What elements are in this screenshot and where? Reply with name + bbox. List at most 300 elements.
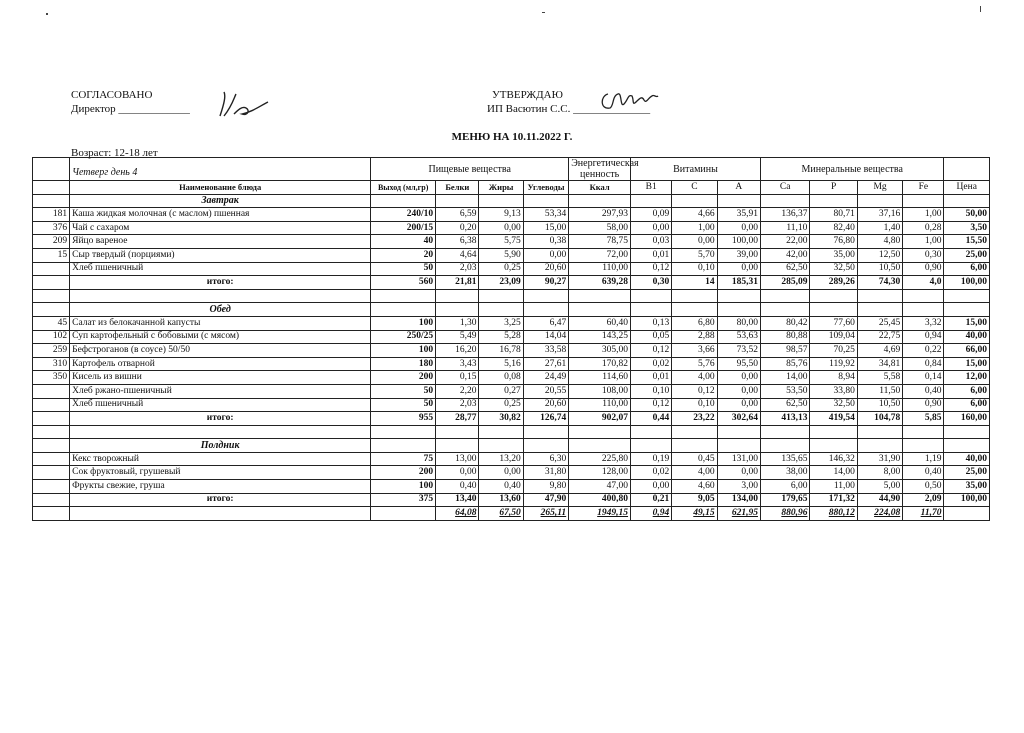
carbs-header: Углеводы — [523, 181, 568, 195]
spacer-row — [33, 289, 990, 303]
cell-price: 40,00 — [944, 452, 990, 466]
table-row — [33, 248, 990, 262]
dish-name: Хлеб пшеничный — [70, 262, 371, 276]
cell-p: 146,32 — [810, 452, 857, 466]
total-b1: 0,30 — [631, 276, 672, 290]
total-ca: 179,65 — [760, 493, 809, 507]
p-header: P — [810, 181, 857, 195]
cell-zh: 0,27 — [479, 384, 523, 398]
empty-cell — [857, 303, 902, 317]
section-total-row — [33, 276, 990, 290]
cell-u: 20,60 — [523, 262, 568, 276]
empty-cell — [479, 425, 523, 439]
cell-kcal: 47,00 — [569, 480, 631, 494]
cell-c: 5,70 — [672, 248, 717, 262]
cell-u: 0,38 — [523, 235, 568, 249]
cell-a: 3,00 — [717, 480, 760, 494]
cell-mg: 11,50 — [857, 384, 902, 398]
total-b: 28,77 — [436, 412, 479, 426]
cell-kcal: 110,00 — [569, 398, 631, 412]
cell-kcal: 143,25 — [569, 330, 631, 344]
empty-cell — [371, 507, 436, 521]
cell-b1: 0,09 — [631, 208, 672, 222]
cell-zh: 0,25 — [479, 398, 523, 412]
dish-output: 75 — [371, 452, 436, 466]
cell-u: 14,04 — [523, 330, 568, 344]
cell-price: 15,50 — [944, 235, 990, 249]
cell-b: 2,03 — [436, 262, 479, 276]
dish-code: 15 — [33, 248, 70, 262]
cell-u: 27,61 — [523, 357, 568, 371]
grand-total-b: 64,08 — [436, 507, 479, 521]
table-row — [33, 221, 990, 235]
scan-speck — [980, 6, 981, 12]
cell-b1: 0,10 — [631, 384, 672, 398]
empty-cell — [371, 303, 436, 317]
total-label: итого: — [70, 493, 371, 507]
cell-fe: 0,90 — [903, 398, 944, 412]
cell-u: 20,55 — [523, 384, 568, 398]
day-spacer — [33, 158, 70, 181]
cell-p: 80,71 — [810, 208, 857, 222]
cell-fe: 1,19 — [903, 452, 944, 466]
approval-left-role: Директор _____________ — [71, 103, 190, 115]
section-name: Обед — [70, 303, 371, 317]
scan-speck — [46, 13, 48, 15]
dish-code — [33, 452, 70, 466]
dish-code — [33, 480, 70, 494]
b1-header: B1 — [631, 181, 672, 195]
dish-output: 40 — [371, 235, 436, 249]
cell-b1: 0,00 — [631, 221, 672, 235]
cell-price: 6,00 — [944, 384, 990, 398]
empty-cell — [70, 425, 371, 439]
empty-cell — [717, 194, 760, 208]
code-cell — [33, 507, 70, 521]
cell-p: 14,00 — [810, 466, 857, 480]
cell-b1: 0,19 — [631, 452, 672, 466]
cell-fe: 1,00 — [903, 235, 944, 249]
dish-name: Хлеб ржано-пшеничный — [70, 384, 371, 398]
cell-ca: 62,50 — [760, 262, 809, 276]
total-c: 14 — [672, 276, 717, 290]
cell-c: 2,88 — [672, 330, 717, 344]
section-name: Полдник — [70, 439, 371, 453]
grand-total-b1: 0,94 — [631, 507, 672, 521]
mg-header: Mg — [857, 181, 902, 195]
cell-fe: 0,94 — [903, 330, 944, 344]
a-header: A — [717, 181, 760, 195]
cell-c: 6,80 — [672, 316, 717, 330]
cell-b: 4,64 — [436, 248, 479, 262]
minerals-header: Минеральные вещества — [760, 158, 944, 181]
cell-fe: 0,14 — [903, 371, 944, 385]
cell-fe: 0,84 — [903, 357, 944, 371]
cell-c: 4,66 — [672, 208, 717, 222]
approval-right-title: УТВЕРЖДАЮ — [492, 89, 563, 101]
empty-cell — [903, 303, 944, 317]
total-fe: 5,85 — [903, 412, 944, 426]
cell-c: 0,00 — [672, 235, 717, 249]
table-row — [33, 316, 990, 330]
cell-zh: 0,08 — [479, 371, 523, 385]
cell-b1: 0,02 — [631, 357, 672, 371]
cell-kcal: 297,93 — [569, 208, 631, 222]
empty-cell — [523, 425, 568, 439]
cell-c: 4,60 — [672, 480, 717, 494]
total-output: 955 — [371, 412, 436, 426]
c-header: C — [672, 181, 717, 195]
empty-cell — [569, 194, 631, 208]
total-c: 9,05 — [672, 493, 717, 507]
cell-fe: 0,50 — [903, 480, 944, 494]
cell-zh: 9,13 — [479, 208, 523, 222]
empty-cell — [70, 289, 371, 303]
cell-zh: 3,25 — [479, 316, 523, 330]
total-kcal: 639,28 — [569, 276, 631, 290]
section-total-row — [33, 493, 990, 507]
dish-output: 250/25 — [371, 330, 436, 344]
cell-b: 3,43 — [436, 357, 479, 371]
empty-cell — [371, 194, 436, 208]
empty-cell — [857, 194, 902, 208]
code-cell — [33, 303, 70, 317]
cell-c: 5,76 — [672, 357, 717, 371]
total-c: 23,22 — [672, 412, 717, 426]
dish-code — [33, 262, 70, 276]
cell-kcal: 78,75 — [569, 235, 631, 249]
cell-ca: 80,88 — [760, 330, 809, 344]
cell-price: 35,00 — [944, 480, 990, 494]
cell-ca: 53,50 — [760, 384, 809, 398]
cell-mg: 12,50 — [857, 248, 902, 262]
cell-p: 109,04 — [810, 330, 857, 344]
empty-cell — [631, 303, 672, 317]
total-price: 100,00 — [944, 493, 990, 507]
total-u: 126,74 — [523, 412, 568, 426]
cell-fe: 0,22 — [903, 344, 944, 358]
cell-mg: 5,00 — [857, 480, 902, 494]
total-b: 13,40 — [436, 493, 479, 507]
cell-b: 5,49 — [436, 330, 479, 344]
spacer-row — [33, 425, 990, 439]
cell-a: 131,00 — [717, 452, 760, 466]
cell-mg: 1,40 — [857, 221, 902, 235]
proteins-header: Белки — [436, 181, 479, 195]
table-row — [33, 208, 990, 222]
ca-header: Ca — [760, 181, 809, 195]
cell-price: 15,00 — [944, 357, 990, 371]
grand-total-p: 880,12 — [810, 507, 857, 521]
cell-p: 35,00 — [810, 248, 857, 262]
empty-cell — [903, 439, 944, 453]
total-a: 185,31 — [717, 276, 760, 290]
cell-a: 95,50 — [717, 357, 760, 371]
empty-cell — [944, 289, 990, 303]
empty-cell — [760, 194, 809, 208]
dish-output: 50 — [371, 384, 436, 398]
cell-p: 32,50 — [810, 398, 857, 412]
empty-cell — [672, 289, 717, 303]
cell-a: 0,00 — [717, 262, 760, 276]
dish-name: Чай с сахаром — [70, 221, 371, 235]
total-ca: 413,13 — [760, 412, 809, 426]
cell-kcal: 114,60 — [569, 371, 631, 385]
cell-price: 6,00 — [944, 262, 990, 276]
empty-cell — [436, 303, 479, 317]
cell-c: 4,00 — [672, 466, 717, 480]
empty-cell — [631, 425, 672, 439]
empty-cell — [33, 425, 70, 439]
empty-cell — [479, 439, 523, 453]
empty-cell — [944, 194, 990, 208]
table-row — [33, 262, 990, 276]
empty-cell — [479, 289, 523, 303]
cell-ca: 80,42 — [760, 316, 809, 330]
dish-output: 240/10 — [371, 208, 436, 222]
cell-b1: 0,00 — [631, 480, 672, 494]
cell-price: 25,00 — [944, 466, 990, 480]
dish-code: 102 — [33, 330, 70, 344]
cell-zh: 16,78 — [479, 344, 523, 358]
grand-total-fe: 11,70 — [903, 507, 944, 521]
empty-cell — [371, 439, 436, 453]
empty-cell — [944, 303, 990, 317]
section-row — [33, 303, 990, 317]
code-cell — [33, 439, 70, 453]
cell-b: 2,20 — [436, 384, 479, 398]
dish-name: Кекс творожный — [70, 452, 371, 466]
total-ca: 285,09 — [760, 276, 809, 290]
cell-u: 33,58 — [523, 344, 568, 358]
grand-total-a: 621,95 — [717, 507, 760, 521]
empty-cell — [70, 507, 371, 521]
cell-fe: 0,40 — [903, 384, 944, 398]
cell-fe: 1,00 — [903, 208, 944, 222]
code-header — [33, 181, 70, 195]
total-zh: 23,09 — [479, 276, 523, 290]
cell-mg: 37,16 — [857, 208, 902, 222]
dish-name: Салат из белокачанной капусты — [70, 316, 371, 330]
dish-name: Сыр твердый (порциями) — [70, 248, 371, 262]
empty-cell — [371, 425, 436, 439]
table-row — [33, 357, 990, 371]
empty-cell — [944, 507, 990, 521]
total-fe: 2,09 — [903, 493, 944, 507]
cell-c: 3,66 — [672, 344, 717, 358]
cell-c: 1,00 — [672, 221, 717, 235]
empty-cell — [672, 439, 717, 453]
cell-c: 0,12 — [672, 384, 717, 398]
code-cell — [33, 412, 70, 426]
cell-mg: 4,69 — [857, 344, 902, 358]
cell-c: 4,00 — [672, 371, 717, 385]
grand-total-zh: 67,50 — [479, 507, 523, 521]
cell-price: 25,00 — [944, 248, 990, 262]
total-mg: 74,30 — [857, 276, 902, 290]
total-output: 375 — [371, 493, 436, 507]
empty-cell — [631, 439, 672, 453]
empty-cell — [717, 425, 760, 439]
cell-u: 20,60 — [523, 398, 568, 412]
dish-code: 45 — [33, 316, 70, 330]
cell-c: 0,10 — [672, 398, 717, 412]
cell-a: 35,91 — [717, 208, 760, 222]
table-row — [33, 371, 990, 385]
total-mg: 44,90 — [857, 493, 902, 507]
cell-zh: 13,20 — [479, 452, 523, 466]
cell-c: 0,10 — [672, 262, 717, 276]
grand-total-row — [33, 507, 990, 521]
cell-u: 6,30 — [523, 452, 568, 466]
total-zh: 13,60 — [479, 493, 523, 507]
cell-ca: 6,00 — [760, 480, 809, 494]
empty-cell — [523, 303, 568, 317]
total-price: 100,00 — [944, 276, 990, 290]
cell-b: 2,03 — [436, 398, 479, 412]
director-signature — [212, 88, 272, 120]
empty-cell — [760, 289, 809, 303]
grand-total-mg: 224,08 — [857, 507, 902, 521]
cell-mg: 25,45 — [857, 316, 902, 330]
table-row — [33, 466, 990, 480]
cell-ca: 11,10 — [760, 221, 809, 235]
empty-cell — [857, 425, 902, 439]
empty-cell — [479, 194, 523, 208]
cell-b: 13,00 — [436, 452, 479, 466]
cell-b: 0,15 — [436, 371, 479, 385]
dish-output: 100 — [371, 480, 436, 494]
total-mg: 104,78 — [857, 412, 902, 426]
cell-kcal: 170,82 — [569, 357, 631, 371]
cell-ca: 14,00 — [760, 371, 809, 385]
dish-output: 50 — [371, 262, 436, 276]
cell-mg: 4,80 — [857, 235, 902, 249]
cell-kcal: 60,40 — [569, 316, 631, 330]
cell-u: 6,47 — [523, 316, 568, 330]
empty-cell — [436, 425, 479, 439]
dish-code — [33, 398, 70, 412]
section-name: Завтрак — [70, 194, 371, 208]
dish-output: 20 — [371, 248, 436, 262]
cell-a: 0,00 — [717, 371, 760, 385]
empty-cell — [672, 425, 717, 439]
total-fe: 4,0 — [903, 276, 944, 290]
empty-cell — [523, 439, 568, 453]
dish-name: Хлеб пшеничный — [70, 398, 371, 412]
cell-fe: 0,90 — [903, 262, 944, 276]
nutrients-header: Пищевые вещества — [371, 158, 569, 181]
empty-cell — [810, 439, 857, 453]
table-row — [33, 235, 990, 249]
total-output: 560 — [371, 276, 436, 290]
cell-b1: 0,02 — [631, 466, 672, 480]
cell-p: 77,60 — [810, 316, 857, 330]
table-row — [33, 452, 990, 466]
total-b: 21,81 — [436, 276, 479, 290]
empty-cell — [672, 194, 717, 208]
section-total-row — [33, 412, 990, 426]
empty-cell — [903, 194, 944, 208]
cell-zh: 5,75 — [479, 235, 523, 249]
total-a: 302,64 — [717, 412, 760, 426]
dish-name: Кисель из вишни — [70, 371, 371, 385]
dish-name: Каша жидкая молочная (с маслом) пшенная — [70, 208, 371, 222]
grand-total-u: 265,11 — [523, 507, 568, 521]
cell-b1: 0,01 — [631, 248, 672, 262]
dish-code: 209 — [33, 235, 70, 249]
cell-kcal: 110,00 — [569, 262, 631, 276]
total-kcal: 902,07 — [569, 412, 631, 426]
cell-a: 80,00 — [717, 316, 760, 330]
dish-name: Картофель отварной — [70, 357, 371, 371]
empty-cell — [810, 303, 857, 317]
cell-mg: 10,50 — [857, 398, 902, 412]
cell-a: 100,00 — [717, 235, 760, 249]
cell-fe: 0,30 — [903, 248, 944, 262]
cell-p: 76,80 — [810, 235, 857, 249]
cell-b1: 0,03 — [631, 235, 672, 249]
cell-a: 53,63 — [717, 330, 760, 344]
dish-name: Сок фруктовый, грушевый — [70, 466, 371, 480]
price-spacer — [944, 158, 990, 181]
energy-header: Энергетическая ценность — [569, 158, 631, 181]
cell-kcal: 225,80 — [569, 452, 631, 466]
empty-cell — [436, 289, 479, 303]
cell-ca: 85,76 — [760, 357, 809, 371]
empty-cell — [33, 289, 70, 303]
table-row — [33, 398, 990, 412]
empty-cell — [857, 439, 902, 453]
cell-u: 31,80 — [523, 466, 568, 480]
cell-b1: 0,12 — [631, 262, 672, 276]
vitamins-header: Витамины — [631, 158, 761, 181]
empty-cell — [436, 439, 479, 453]
cell-p: 11,00 — [810, 480, 857, 494]
cell-b: 0,00 — [436, 466, 479, 480]
table-row — [33, 344, 990, 358]
day-label: Четверг день 4 — [70, 158, 371, 181]
empty-cell — [717, 439, 760, 453]
grand-total-kcal: 1949,15 — [569, 507, 631, 521]
cell-fe: 0,40 — [903, 466, 944, 480]
cell-p: 70,25 — [810, 344, 857, 358]
total-kcal: 400,80 — [569, 493, 631, 507]
empty-cell — [944, 425, 990, 439]
empty-cell — [857, 289, 902, 303]
empty-cell — [760, 303, 809, 317]
empty-cell — [479, 303, 523, 317]
cell-b: 6,59 — [436, 208, 479, 222]
cell-a: 0,00 — [717, 384, 760, 398]
cell-a: 73,52 — [717, 344, 760, 358]
empty-cell — [717, 289, 760, 303]
cell-b1: 0,12 — [631, 398, 672, 412]
menu-title: МЕНЮ НА 10.11.2022 Г. — [451, 131, 573, 143]
cell-b: 1,30 — [436, 316, 479, 330]
cell-u: 0,00 — [523, 248, 568, 262]
cell-zh: 5,90 — [479, 248, 523, 262]
empty-cell — [810, 194, 857, 208]
cell-a: 0,00 — [717, 398, 760, 412]
age-group: Возраст: 12-18 лет — [71, 147, 158, 159]
cell-p: 119,92 — [810, 357, 857, 371]
cell-price: 50,00 — [944, 208, 990, 222]
cell-kcal: 305,00 — [569, 344, 631, 358]
dish-name: Яйцо вареное — [70, 235, 371, 249]
cell-p: 82,40 — [810, 221, 857, 235]
cell-ca: 135,65 — [760, 452, 809, 466]
